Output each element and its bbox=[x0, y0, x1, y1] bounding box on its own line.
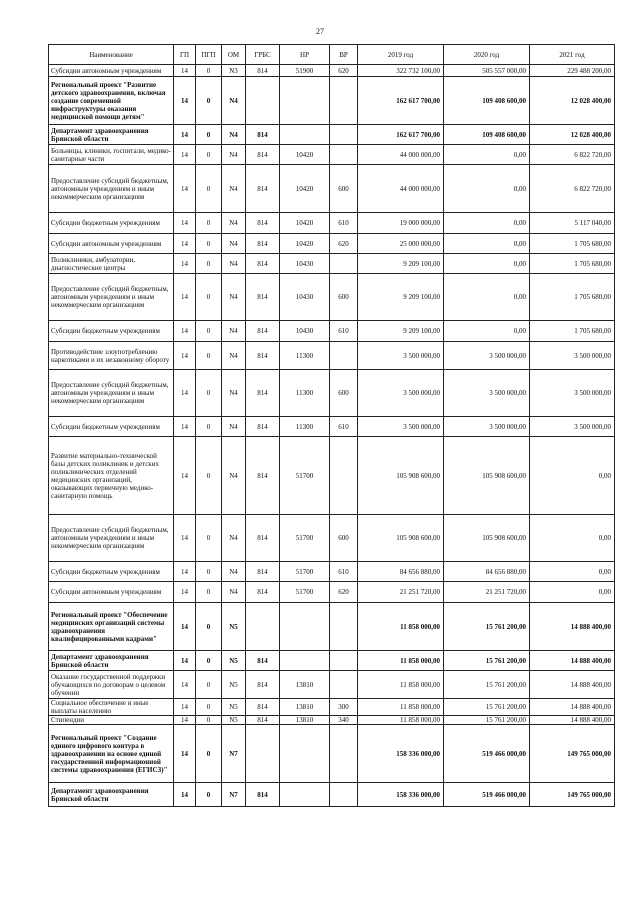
table-row bbox=[49, 254, 615, 274]
table-row bbox=[49, 165, 615, 213]
col-header-2020: 2020 год bbox=[444, 45, 530, 65]
cell-name: Субсидии автономным учреждениям bbox=[49, 234, 174, 254]
cell-om: N5 bbox=[222, 603, 246, 651]
table-row bbox=[49, 65, 615, 77]
cell-vr bbox=[330, 671, 358, 699]
table-header-row bbox=[49, 45, 615, 65]
cell-om: N5 bbox=[222, 716, 246, 725]
cell-gp: 14 bbox=[174, 165, 196, 213]
cell-2021: 0,00 bbox=[530, 562, 615, 582]
cell-vr bbox=[330, 145, 358, 165]
cell-2019: 19 000 000,00 bbox=[358, 213, 444, 234]
cell-nr: 10420 bbox=[280, 234, 330, 254]
cell-nr: 11300 bbox=[280, 370, 330, 417]
cell-2021: 14 888 400,00 bbox=[530, 603, 615, 651]
cell-pgp: 0 bbox=[196, 165, 222, 213]
cell-pgp: 0 bbox=[196, 437, 222, 515]
cell-grbs: 814 bbox=[246, 213, 280, 234]
cell-2021: 1 705 680,00 bbox=[530, 274, 615, 321]
cell-2021: 14 888 400,00 bbox=[530, 716, 615, 725]
cell-2021: 5 117 040,00 bbox=[530, 213, 615, 234]
cell-2020: 84 656 880,00 bbox=[444, 562, 530, 582]
cell-2021: 149 765 000,00 bbox=[530, 725, 615, 783]
cell-nr: 10420 bbox=[280, 213, 330, 234]
cell-om: N4 bbox=[222, 254, 246, 274]
cell-vr: 600 bbox=[330, 370, 358, 417]
cell-2020: 15 761 200,00 bbox=[444, 671, 530, 699]
table-row bbox=[49, 370, 615, 417]
cell-om: N4 bbox=[222, 77, 246, 125]
cell-grbs: 814 bbox=[246, 65, 280, 77]
cell-pgp: 0 bbox=[196, 77, 222, 125]
cell-2019: 44 000 000,00 bbox=[358, 145, 444, 165]
cell-grbs: 814 bbox=[246, 145, 280, 165]
cell-name: Поликлиники, амбулатории, диагностические центры bbox=[49, 254, 174, 274]
cell-2019: 158 336 000,00 bbox=[358, 725, 444, 783]
cell-name: Противодействие злоупотреблению наркотиками и их незаконному обороту bbox=[49, 342, 174, 370]
cell-grbs: 814 bbox=[246, 125, 280, 145]
cell-om: N4 bbox=[222, 321, 246, 342]
cell-2020: 105 908 600,00 bbox=[444, 437, 530, 515]
cell-name: Стипендии bbox=[49, 716, 174, 725]
cell-pgp: 0 bbox=[196, 417, 222, 437]
cell-grbs bbox=[246, 603, 280, 651]
cell-grbs: 814 bbox=[246, 165, 280, 213]
cell-2020: 15 761 200,00 bbox=[444, 716, 530, 725]
cell-name: Субсидии бюджетным учреждениям bbox=[49, 562, 174, 582]
cell-2020: 15 761 200,00 bbox=[444, 699, 530, 716]
cell-gp: 14 bbox=[174, 671, 196, 699]
cell-name: Предоставление субсидий бюджетным, автономным учреждениям и иным некоммерческим организациям bbox=[49, 370, 174, 417]
cell-2019: 11 858 000,00 bbox=[358, 699, 444, 716]
table-row bbox=[49, 716, 615, 725]
cell-grbs: 814 bbox=[246, 254, 280, 274]
cell-name: Предоставление субсидий бюджетным, автономным учреждениям и иным некоммерческим организациям bbox=[49, 515, 174, 562]
cell-name: Субсидии автономным учреждениям bbox=[49, 582, 174, 603]
cell-gp: 14 bbox=[174, 603, 196, 651]
cell-2020: 3 500 000,00 bbox=[444, 342, 530, 370]
cell-2019: 3 500 000,00 bbox=[358, 342, 444, 370]
cell-gp: 14 bbox=[174, 370, 196, 417]
col-header-vr: ВР bbox=[330, 45, 358, 65]
cell-om: N4 bbox=[222, 213, 246, 234]
cell-pgp: 0 bbox=[196, 65, 222, 77]
cell-nr: 51700 bbox=[280, 437, 330, 515]
cell-gp: 14 bbox=[174, 254, 196, 274]
cell-nr: 13810 bbox=[280, 699, 330, 716]
cell-grbs: 814 bbox=[246, 562, 280, 582]
cell-om: N5 bbox=[222, 671, 246, 699]
cell-name: Субсидии бюджетным учреждениям bbox=[49, 213, 174, 234]
cell-name: Оказание государственной поддержки обучающихся по договорам о целевом обучении bbox=[49, 671, 174, 699]
cell-2020: 109 408 600,00 bbox=[444, 125, 530, 145]
cell-grbs: 814 bbox=[246, 321, 280, 342]
cell-gp: 14 bbox=[174, 651, 196, 671]
cell-2020: 0,00 bbox=[444, 321, 530, 342]
cell-om: N4 bbox=[222, 165, 246, 213]
cell-vr bbox=[330, 125, 358, 145]
cell-2021: 3 500 000,00 bbox=[530, 417, 615, 437]
cell-gp: 14 bbox=[174, 274, 196, 321]
cell-2021: 1 705 680,00 bbox=[530, 321, 615, 342]
cell-gp: 14 bbox=[174, 716, 196, 725]
cell-2020: 0,00 bbox=[444, 213, 530, 234]
cell-2021: 0,00 bbox=[530, 515, 615, 562]
cell-vr bbox=[330, 603, 358, 651]
cell-nr bbox=[280, 125, 330, 145]
cell-pgp: 0 bbox=[196, 716, 222, 725]
col-header-2021: 2021 год bbox=[530, 45, 615, 65]
cell-grbs bbox=[246, 725, 280, 783]
cell-om: N4 bbox=[222, 515, 246, 562]
cell-nr: 10430 bbox=[280, 254, 330, 274]
cell-vr: 610 bbox=[330, 562, 358, 582]
table-row bbox=[49, 274, 615, 321]
table-row bbox=[49, 417, 615, 437]
cell-name: Субсидии бюджетным учреждениям bbox=[49, 417, 174, 437]
cell-grbs: 814 bbox=[246, 515, 280, 562]
cell-grbs: 814 bbox=[246, 671, 280, 699]
cell-vr: 600 bbox=[330, 165, 358, 213]
cell-2020: 15 761 200,00 bbox=[444, 603, 530, 651]
cell-nr bbox=[280, 603, 330, 651]
cell-2021: 6 822 720,00 bbox=[530, 145, 615, 165]
table-row bbox=[49, 582, 615, 603]
table-row bbox=[49, 651, 615, 671]
col-header-om: ОМ bbox=[222, 45, 246, 65]
col-header-gp: ГП bbox=[174, 45, 196, 65]
cell-name: Развитие материально-технической базы детских поликлиник и детских поликлинических отделений медицинских организаций, оказывающих первичную медико-санитарную помощь bbox=[49, 437, 174, 515]
cell-2019: 162 617 700,00 bbox=[358, 125, 444, 145]
cell-2021: 0,00 bbox=[530, 582, 615, 603]
cell-grbs: 814 bbox=[246, 582, 280, 603]
cell-name: Департамент здравоохранения Брянской области bbox=[49, 125, 174, 145]
cell-pgp: 0 bbox=[196, 234, 222, 254]
cell-name: Региональный проект "Обеспечение медицинских организаций системы здравоохранения квалифицированными кадрами" bbox=[49, 603, 174, 651]
cell-nr: 10420 bbox=[280, 145, 330, 165]
cell-om: N4 bbox=[222, 582, 246, 603]
cell-om: N4 bbox=[222, 274, 246, 321]
table-row bbox=[49, 213, 615, 234]
cell-vr: 620 bbox=[330, 582, 358, 603]
cell-2019: 3 500 000,00 bbox=[358, 417, 444, 437]
cell-grbs bbox=[246, 77, 280, 125]
cell-gp: 14 bbox=[174, 77, 196, 125]
cell-gp: 14 bbox=[174, 725, 196, 783]
cell-2019: 11 858 000,00 bbox=[358, 651, 444, 671]
cell-pgp: 0 bbox=[196, 515, 222, 562]
cell-vr: 610 bbox=[330, 321, 358, 342]
table-row bbox=[49, 321, 615, 342]
cell-om: N4 bbox=[222, 417, 246, 437]
cell-grbs: 814 bbox=[246, 716, 280, 725]
table-row bbox=[49, 603, 615, 651]
table-row bbox=[49, 699, 615, 716]
cell-grbs: 814 bbox=[246, 699, 280, 716]
cell-name: Региональный проект "Развитие детского здравоохранения, включая создание современной инфраструктуры оказания медицинской помощи детям" bbox=[49, 77, 174, 125]
cell-gp: 14 bbox=[174, 783, 196, 807]
cell-2019: 158 336 000,00 bbox=[358, 783, 444, 807]
cell-grbs: 814 bbox=[246, 783, 280, 807]
budget-table bbox=[48, 44, 615, 807]
cell-2021: 0,00 bbox=[530, 437, 615, 515]
cell-2019: 105 908 600,00 bbox=[358, 515, 444, 562]
cell-vr bbox=[330, 254, 358, 274]
cell-pgp: 0 bbox=[196, 145, 222, 165]
cell-pgp: 0 bbox=[196, 254, 222, 274]
cell-2021: 12 028 400,00 bbox=[530, 77, 615, 125]
cell-nr bbox=[280, 77, 330, 125]
cell-2020: 21 251 720,00 bbox=[444, 582, 530, 603]
cell-2019: 3 500 000,00 bbox=[358, 370, 444, 417]
cell-nr: 11300 bbox=[280, 417, 330, 437]
table-row bbox=[49, 145, 615, 165]
cell-om: N4 bbox=[222, 125, 246, 145]
cell-pgp: 0 bbox=[196, 671, 222, 699]
cell-vr bbox=[330, 783, 358, 807]
cell-nr: 13810 bbox=[280, 716, 330, 725]
cell-vr bbox=[330, 651, 358, 671]
cell-grbs: 814 bbox=[246, 342, 280, 370]
cell-2020: 0,00 bbox=[444, 234, 530, 254]
page-number: 27 bbox=[316, 27, 324, 36]
cell-om: N5 bbox=[222, 651, 246, 671]
cell-nr: 51700 bbox=[280, 515, 330, 562]
cell-pgp: 0 bbox=[196, 699, 222, 716]
cell-2020: 0,00 bbox=[444, 165, 530, 213]
cell-gp: 14 bbox=[174, 342, 196, 370]
cell-pgp: 0 bbox=[196, 274, 222, 321]
cell-nr bbox=[280, 725, 330, 783]
cell-gp: 14 bbox=[174, 234, 196, 254]
cell-pgp: 0 bbox=[196, 582, 222, 603]
cell-pgp: 0 bbox=[196, 783, 222, 807]
cell-2019: 9 209 100,00 bbox=[358, 254, 444, 274]
cell-nr: 10420 bbox=[280, 165, 330, 213]
cell-2021: 3 500 000,00 bbox=[530, 342, 615, 370]
table-row bbox=[49, 77, 615, 125]
cell-gp: 14 bbox=[174, 515, 196, 562]
cell-gp: 14 bbox=[174, 562, 196, 582]
cell-gp: 14 bbox=[174, 145, 196, 165]
cell-2020: 3 500 000,00 bbox=[444, 417, 530, 437]
cell-nr: 10430 bbox=[280, 274, 330, 321]
cell-om: N5 bbox=[222, 699, 246, 716]
cell-om: N3 bbox=[222, 65, 246, 77]
cell-2021: 1 705 680,00 bbox=[530, 234, 615, 254]
cell-2020: 505 557 000,00 bbox=[444, 65, 530, 77]
cell-2019: 9 209 100,00 bbox=[358, 274, 444, 321]
table-row bbox=[49, 515, 615, 562]
cell-pgp: 0 bbox=[196, 562, 222, 582]
cell-vr: 300 bbox=[330, 699, 358, 716]
cell-vr: 610 bbox=[330, 213, 358, 234]
cell-vr bbox=[330, 77, 358, 125]
cell-om: N4 bbox=[222, 342, 246, 370]
cell-om: N7 bbox=[222, 783, 246, 807]
cell-name: Предоставление субсидий бюджетным, автономным учреждениям и иным некоммерческим организациям bbox=[49, 165, 174, 213]
table-row bbox=[49, 671, 615, 699]
cell-vr bbox=[330, 725, 358, 783]
cell-om: N7 bbox=[222, 725, 246, 783]
table-row bbox=[49, 125, 615, 145]
table-row bbox=[49, 725, 615, 783]
cell-name: Региональный проект "Создание единого цифрового контура в здравоохранении на основе единой государственной информационной системы здравоохранения (ЕГИСЗ)" bbox=[49, 725, 174, 783]
cell-2019: 25 000 000,00 bbox=[358, 234, 444, 254]
cell-name: Субсидии бюджетным учреждениям bbox=[49, 321, 174, 342]
cell-2019: 322 732 100,00 bbox=[358, 65, 444, 77]
cell-nr bbox=[280, 651, 330, 671]
cell-vr bbox=[330, 437, 358, 515]
col-header-name: Наименование bbox=[49, 45, 174, 65]
cell-2021: 6 822 720,00 bbox=[530, 165, 615, 213]
cell-nr: 10430 bbox=[280, 321, 330, 342]
cell-2019: 162 617 700,00 bbox=[358, 77, 444, 125]
cell-name: Социальное обеспечение и иные выплаты населению bbox=[49, 699, 174, 716]
cell-2021: 149 765 000,00 bbox=[530, 783, 615, 807]
cell-vr: 600 bbox=[330, 515, 358, 562]
cell-pgp: 0 bbox=[196, 603, 222, 651]
cell-vr: 340 bbox=[330, 716, 358, 725]
cell-2021: 12 028 400,00 bbox=[530, 125, 615, 145]
cell-pgp: 0 bbox=[196, 651, 222, 671]
cell-2019: 11 858 000,00 bbox=[358, 603, 444, 651]
cell-grbs: 814 bbox=[246, 370, 280, 417]
cell-2021: 14 888 400,00 bbox=[530, 699, 615, 716]
cell-vr bbox=[330, 342, 358, 370]
cell-name: Департамент здравоохранения Брянской области bbox=[49, 783, 174, 807]
cell-pgp: 0 bbox=[196, 213, 222, 234]
cell-grbs: 814 bbox=[246, 437, 280, 515]
cell-nr: 51900 bbox=[280, 65, 330, 77]
table-row bbox=[49, 783, 615, 807]
cell-vr: 620 bbox=[330, 234, 358, 254]
cell-nr: 51700 bbox=[280, 582, 330, 603]
cell-2020: 3 500 000,00 bbox=[444, 370, 530, 417]
cell-2019: 105 908 600,00 bbox=[358, 437, 444, 515]
table-row bbox=[49, 342, 615, 370]
cell-gp: 14 bbox=[174, 699, 196, 716]
col-header-2019: 2019 год bbox=[358, 45, 444, 65]
cell-pgp: 0 bbox=[196, 321, 222, 342]
cell-2019: 44 000 000,00 bbox=[358, 165, 444, 213]
cell-grbs: 814 bbox=[246, 274, 280, 321]
cell-2021: 229 488 200,00 bbox=[530, 65, 615, 77]
cell-nr: 51700 bbox=[280, 562, 330, 582]
cell-pgp: 0 bbox=[196, 370, 222, 417]
cell-2020: 519 466 000,00 bbox=[444, 783, 530, 807]
cell-2021: 1 705 680,00 bbox=[530, 254, 615, 274]
cell-vr: 610 bbox=[330, 417, 358, 437]
cell-om: N4 bbox=[222, 562, 246, 582]
cell-name: Субсидии автономным учреждениям bbox=[49, 65, 174, 77]
cell-2020: 0,00 bbox=[444, 145, 530, 165]
cell-gp: 14 bbox=[174, 321, 196, 342]
cell-vr: 620 bbox=[330, 65, 358, 77]
cell-gp: 14 bbox=[174, 213, 196, 234]
cell-2019: 21 251 720,00 bbox=[358, 582, 444, 603]
cell-nr: 13810 bbox=[280, 671, 330, 699]
table-row bbox=[49, 562, 615, 582]
cell-pgp: 0 bbox=[196, 342, 222, 370]
cell-gp: 14 bbox=[174, 65, 196, 77]
cell-gp: 14 bbox=[174, 417, 196, 437]
cell-name: Департамент здравоохранения Брянской области bbox=[49, 651, 174, 671]
cell-gp: 14 bbox=[174, 125, 196, 145]
cell-gp: 14 bbox=[174, 437, 196, 515]
cell-grbs: 814 bbox=[246, 234, 280, 254]
cell-2019: 84 656 880,00 bbox=[358, 562, 444, 582]
cell-2020: 15 761 200,00 bbox=[444, 651, 530, 671]
cell-vr: 600 bbox=[330, 274, 358, 321]
cell-nr bbox=[280, 783, 330, 807]
cell-2020: 0,00 bbox=[444, 274, 530, 321]
cell-2019: 9 209 100,00 bbox=[358, 321, 444, 342]
cell-om: N4 bbox=[222, 370, 246, 417]
cell-pgp: 0 bbox=[196, 725, 222, 783]
cell-2019: 11 858 000,00 bbox=[358, 671, 444, 699]
table-body bbox=[49, 65, 615, 807]
cell-2020: 105 908 600,00 bbox=[444, 515, 530, 562]
col-header-nr: НР bbox=[280, 45, 330, 65]
cell-2020: 519 466 000,00 bbox=[444, 725, 530, 783]
cell-name: Предоставление субсидий бюджетным, автономным учреждениям и иным некоммерческим организациям bbox=[49, 274, 174, 321]
cell-2021: 14 888 400,00 bbox=[530, 651, 615, 671]
cell-om: N4 bbox=[222, 234, 246, 254]
table-row bbox=[49, 234, 615, 254]
cell-om: N4 bbox=[222, 437, 246, 515]
cell-grbs: 814 bbox=[246, 417, 280, 437]
cell-2020: 109 408 600,00 bbox=[444, 77, 530, 125]
cell-2020: 0,00 bbox=[444, 254, 530, 274]
cell-name: Больницы, клиники, госпитали, медико-санитарные части bbox=[49, 145, 174, 165]
cell-2021: 3 500 000,00 bbox=[530, 370, 615, 417]
cell-2021: 14 888 400,00 bbox=[530, 671, 615, 699]
cell-om: N4 bbox=[222, 145, 246, 165]
col-header-grbs: ГРБС bbox=[246, 45, 280, 65]
cell-nr: 11300 bbox=[280, 342, 330, 370]
cell-gp: 14 bbox=[174, 582, 196, 603]
cell-pgp: 0 bbox=[196, 125, 222, 145]
cell-grbs: 814 bbox=[246, 651, 280, 671]
table-row bbox=[49, 437, 615, 515]
cell-2019: 11 858 000,00 bbox=[358, 716, 444, 725]
col-header-pgp: ПГП bbox=[196, 45, 222, 65]
